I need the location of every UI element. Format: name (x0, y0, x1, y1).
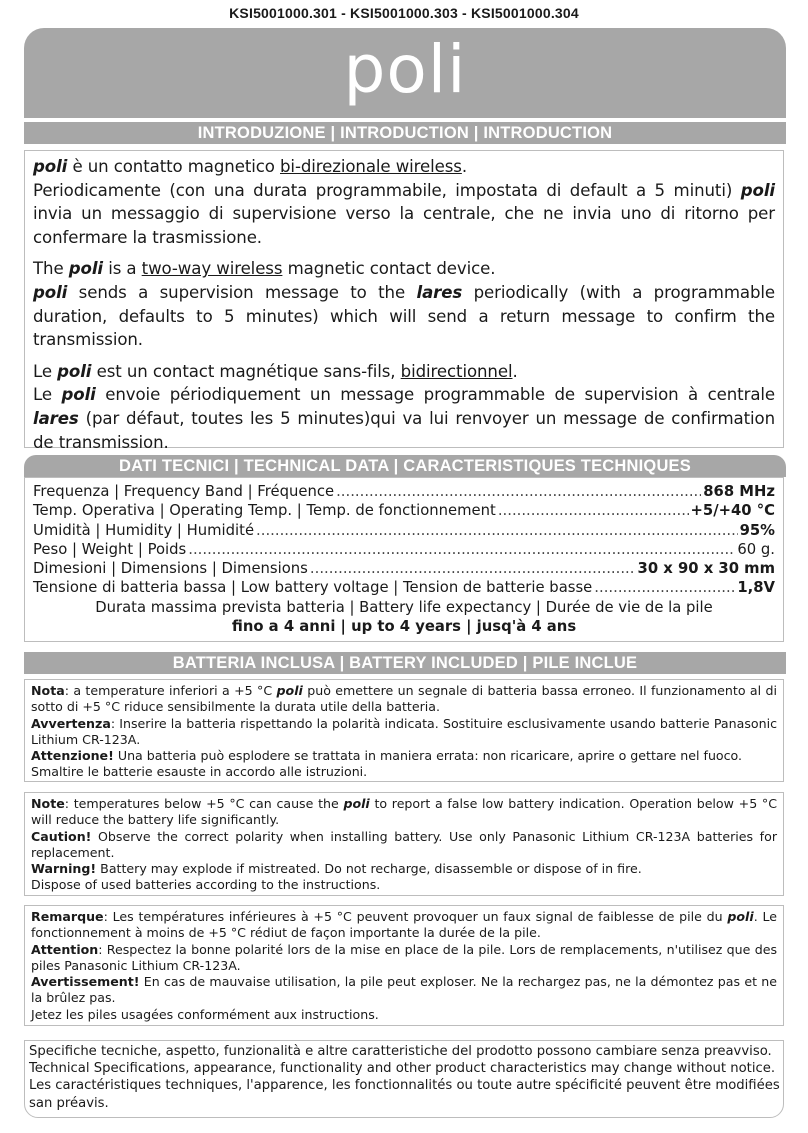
battery-heading: BATTERIA INCLUSA | BATTERY INCLUDED | PILE INCLUE (24, 652, 786, 674)
leader-dots (498, 501, 689, 520)
caution-label: Attenzione! (31, 748, 114, 764)
leader-dots (256, 521, 738, 540)
spec-label: Temp. Operativa | Operating Temp. | Temp. de fonctionnement (33, 502, 496, 520)
note-label: Note (31, 796, 65, 811)
text: : Inserire la batteria rispettando la polarità indicata. Sostituire esclusivamente usando batterie Panasonic Lithium CR-123A. (31, 715, 777, 747)
battery-note-english (24, 792, 784, 896)
product-name: poli (740, 180, 775, 200)
text: sends a supervision message to the (67, 282, 417, 302)
spec-label: Tensione di batteria bassa | Low battery voltage | Tension de batterie basse (33, 579, 593, 597)
text: En cas de mauvaise utilisation, la pile peut exploser. Ne la rechargez pas, ne la démontez pas et ne la brûlez pas. (31, 974, 777, 1006)
bidirectional-term: bidirectionnel (400, 361, 513, 381)
leader-dots (188, 540, 735, 559)
tech-panel (24, 477, 784, 642)
text: The (33, 259, 69, 279)
text: Una batteria può esplodere se trattata in maniera errata: non ricaricare, aprire o gettare nel fuoco. (113, 748, 743, 764)
disposal-text: Dispose of used batteries according to the instructions. (31, 877, 381, 893)
text: is a (103, 259, 142, 279)
spec-value: +5/+40 °C (690, 502, 775, 520)
text: : Respectez la bonne polarité lors de la mise en place de la pile. Lors de remplacements, n'utilisez que des piles Panasonic Lithium CR-123A. (31, 941, 777, 973)
spec-label: Peso | Weight | Poids (33, 540, 187, 558)
note-label: Nota (31, 683, 65, 698)
leader-dots (310, 559, 636, 578)
intro-heading: INTRODUZIONE | INTRODUCTION | INTRODUCTION (24, 122, 786, 144)
spec-label: Frequenza | Frequency Band | Fréquence (33, 483, 335, 500)
product-name: poli (727, 909, 754, 924)
spec-value: 60 g. (737, 540, 775, 558)
text: Observe the correct polarity when installing battery. Use only Panasonic Lithium CR-123A batteries for replacement. (31, 828, 777, 860)
product-name: poli (61, 385, 96, 405)
intro-english (33, 257, 775, 351)
text: envoie périodiquement un message programmable de supervision à centrale (95, 385, 776, 405)
intro-french (33, 360, 775, 454)
product-name: poli (33, 157, 68, 176)
intro-panel (24, 150, 784, 452)
disclaimer-french-end: san préavis. (29, 1095, 109, 1111)
text: : a temperature inferiori a +5 °C (64, 683, 277, 698)
lares-name: lares (33, 408, 79, 428)
text: . (461, 157, 468, 176)
text: Le (33, 385, 62, 405)
spec-row-dimensions (33, 559, 775, 578)
text: può emettere un segnale di batteria bassa erroneo. Il funzionamento al di sotto di +5 °C riduce sensibilmente la durata utile della batteria. (31, 683, 777, 715)
product-name: poli (68, 259, 104, 279)
bidirectional-term: bi-direzionale wireless (280, 157, 462, 176)
disclaimer-english: Technical Specifications, appearance, functionality and other product characteristics may change without notice. (29, 1061, 776, 1077)
text: : Les températures inférieures à +5 °C peuvent provoquer un faux signal de faiblesse de pile du (103, 909, 728, 924)
spec-label: Umidità | Humidity | Humidité (33, 521, 255, 539)
leader-dots (336, 482, 701, 501)
disposal-text: Jetez les piles usagées conformément aux instructions. (31, 1006, 379, 1022)
text: est un contact magnétique sans-fils, (91, 361, 401, 381)
caution-label: Caution! (31, 828, 92, 844)
intro-italian (33, 155, 775, 249)
spec-row-frequency (33, 482, 775, 501)
text: . (512, 361, 518, 381)
text: to report a false low battery indication. Operation below +5 °C will reduce the battery life significantly. (31, 796, 777, 828)
text: periodically (with a programmable duration, defaults to 5 minutes) which will send a return message to confirm the transmission. (33, 282, 776, 350)
product-name: poli (276, 683, 303, 698)
battery-note-french (24, 905, 784, 1026)
tech-heading: DATI TECNICI | TECHNICAL DATA | CARACTERISTIQUES TECHNIQUES (24, 455, 786, 477)
product-name: poli (33, 282, 68, 302)
spec-label: Dimesioni | Dimensions | Dimensions (33, 560, 308, 578)
text: : temperatures below +5 °C can cause the (64, 796, 344, 811)
caution-label: Attention (31, 941, 99, 957)
text: Le (33, 361, 58, 381)
leader-dots (594, 578, 735, 597)
text: Battery may explode if mistreated. Do not recharge, disassemble or dispose of in fire. (96, 861, 642, 877)
text: invia un messaggio di supervisione verso la centrale, che ne invia uno di ritorno per confermare la trasmissione. (33, 204, 775, 247)
spec-row-humidity (33, 521, 775, 540)
text: (par défaut, toutes les 5 minutes)qui va lui renvoyer un message de confirmation de transmission. (33, 408, 775, 452)
battery-life-label: Durata massima prevista batteria | Battery life expectancy | Durée de vie de la pile (95, 598, 713, 616)
product-title: poli (343, 30, 467, 108)
product-name: poli (57, 361, 92, 381)
spec-row-weight (33, 540, 775, 559)
spec-row-temperature (33, 501, 775, 520)
battery-note-italian (24, 679, 784, 782)
warning-label: Avvertenza (31, 715, 111, 731)
text: magnetic contact device. (282, 259, 496, 279)
text: è un contatto magnetico (67, 157, 280, 176)
disclaimer-footer (24, 1040, 784, 1118)
spec-value: 1,8V (737, 579, 775, 597)
disposal-text: Smaltire le batterie esauste in accordo alle istruzioni. (31, 764, 368, 780)
product-codes: KSI5001000.301 - KSI5001000.303 - KSI5001000.304 (229, 5, 579, 21)
text: Periodicamente (con una durata programmabile, impostata di default a 5 minuti) (33, 180, 741, 200)
spec-value: 30 x 90 x 30 mm (637, 560, 775, 578)
text: . Le fonctionnement à moins de +5 °C rédiut de façon importante la durée de la pile. (31, 909, 777, 941)
disclaimer-italian: Specifiche tecniche, aspetto, funzionalità e altre caratteristiche del prodotto possono cambiare senza preavviso. (29, 1044, 772, 1059)
note-label: Remarque (31, 909, 104, 924)
warning-label: Avertissement! (31, 974, 140, 990)
battery-life-value: fino a 4 anni | up to 4 years | jusq'à 4 ans (231, 618, 577, 636)
spec-value: 868 MHz (703, 483, 775, 500)
warning-label: Warning! (31, 861, 97, 877)
lares-name: lares (416, 282, 463, 302)
two-way-term: two-way wireless (141, 259, 283, 279)
spec-row-low-battery (33, 578, 775, 597)
spec-value: 95% (739, 521, 775, 539)
title-banner (24, 28, 786, 118)
product-name: poli (343, 796, 370, 811)
disclaimer-french: Les caractéristiques techniques, l'apparence, les fonctionnalités ou toute autre spécificité peuvent être modifiées (29, 1078, 780, 1094)
